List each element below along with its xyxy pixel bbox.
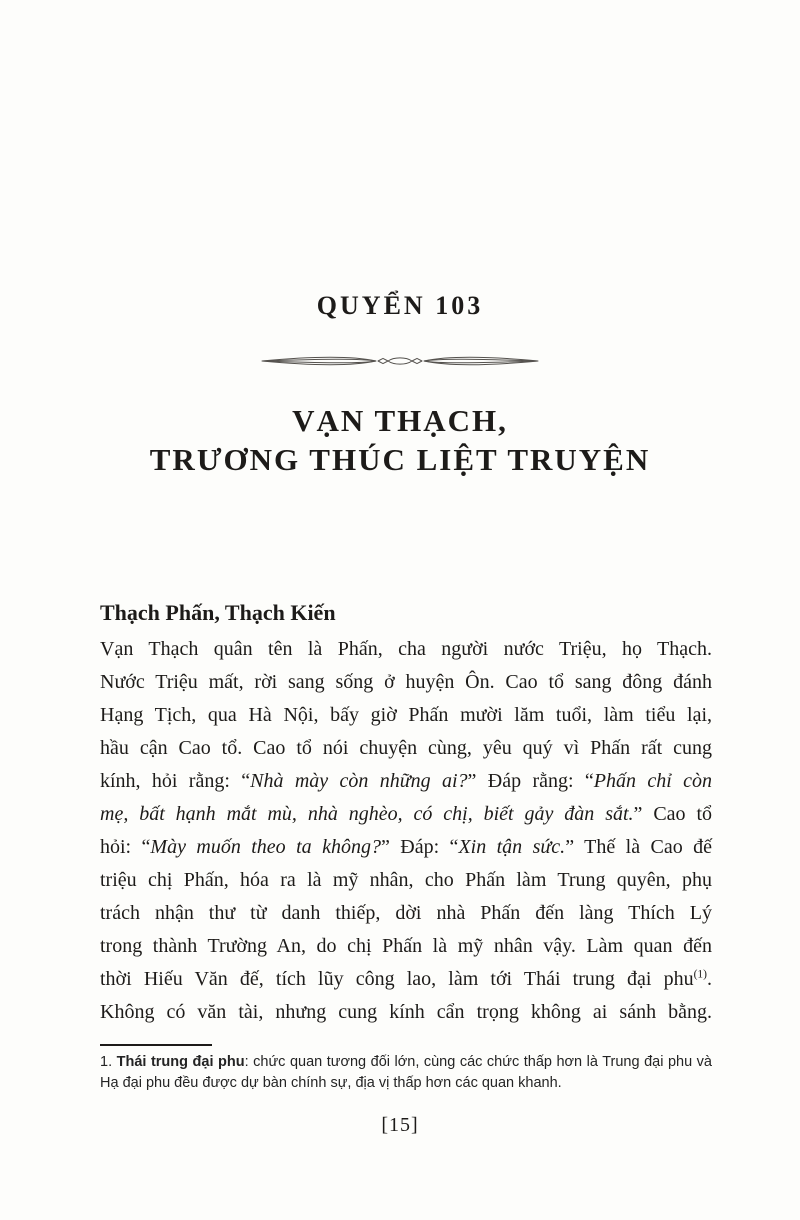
text-run: Phấn chỉ còn (593, 770, 712, 792)
text-run: triệu chị Phấn, hóa ra là mỹ nhân, cho Phấn làm Trung quyên, phụ (100, 869, 712, 891)
chapter-title-line1: VẠN THẠCH, (292, 403, 508, 438)
text-run: hầu cận Cao tổ. Cao tổ nói chuyện cùng, yêu quý vì Phấn rất cung (100, 737, 712, 759)
text-run: 1. (100, 1054, 117, 1070)
text-run: . (707, 968, 712, 990)
text-run: ” Đáp rằng: “ (467, 770, 594, 792)
footnote-rule (100, 1044, 212, 1046)
body-line (100, 798, 712, 831)
text-run: Nước Triệu mất, rời sang sống ở huyện Ôn. Cao tổ sang đông đánh (100, 671, 712, 693)
body-line (100, 666, 712, 699)
text-run: thời Hiếu Văn đế, tích lũy công lao, làm tới Thái trung đại phu (100, 968, 694, 990)
body-line (100, 831, 712, 864)
text-run: Hạng Tịch, qua Hà Nội, bấy giờ Phấn mười lăm tuổi, làm tiểu lại, (100, 704, 712, 726)
body-line (100, 732, 712, 765)
text-run: trách nhận thư từ danh thiếp, dời nhà Phấn đến làng Thích Lý (100, 902, 712, 924)
body-line (100, 864, 712, 897)
text-run: Thái trung đại phu (116, 1054, 245, 1070)
body-line (100, 633, 712, 666)
body-line (100, 996, 712, 1029)
text-run: Mày muốn theo ta không? (150, 836, 381, 858)
body-line (100, 765, 712, 798)
text-run: ” Đáp: “ (380, 836, 459, 858)
text-run: trong thành Trường An, do chị Phấn là mỹ nhân vậy. Làm quan đến (100, 935, 712, 957)
page-number: [15] (381, 1114, 419, 1136)
text-run: ” Thế là Cao đế (565, 836, 713, 858)
body-line (100, 963, 712, 996)
text-run: Xin tận sức. (458, 836, 566, 858)
text-run: Vạn Thạch quân tên là Phấn, cha người nước Triệu, họ Thạch. (100, 638, 712, 660)
body-line (100, 897, 712, 930)
text-run: Không có văn tài, nhưng cung kính cẩn trọng không ai sánh bằng. (100, 1001, 712, 1023)
chapter-title-line2: TRƯƠNG THÚC LIỆT TRUYỆN (149, 442, 651, 477)
section-heading: Thạch Phấn, Thạch Kiến (100, 600, 336, 625)
text-run: Nhà mày còn những ai? (250, 770, 468, 792)
text-run: ” Cao tổ (633, 803, 713, 825)
body-paragraph (100, 633, 712, 1029)
text-run: (1) (693, 968, 707, 981)
text-run: : chức quan tương đối lớn, cùng các chức thấp hơn là Trung đại phu và Hạ đại phu đều được dự bàn chính sự, địa vị thấp hơn các quan khanh. (100, 1054, 712, 1091)
text-run: hỏi: “ (100, 836, 151, 858)
ornament-divider (260, 352, 540, 370)
text-run: kính, hỏi rằng: “ (100, 770, 251, 792)
body-line (100, 699, 712, 732)
footnote-text (100, 1052, 712, 1094)
chapter-title (0, 401, 800, 479)
text-run: mẹ, bất hạnh mắt mù, nhà nghèo, có chị, biết gảy đàn sắt. (100, 803, 634, 825)
chapter-kicker: QUYỂN 103 (316, 291, 484, 320)
body-line (100, 930, 712, 963)
